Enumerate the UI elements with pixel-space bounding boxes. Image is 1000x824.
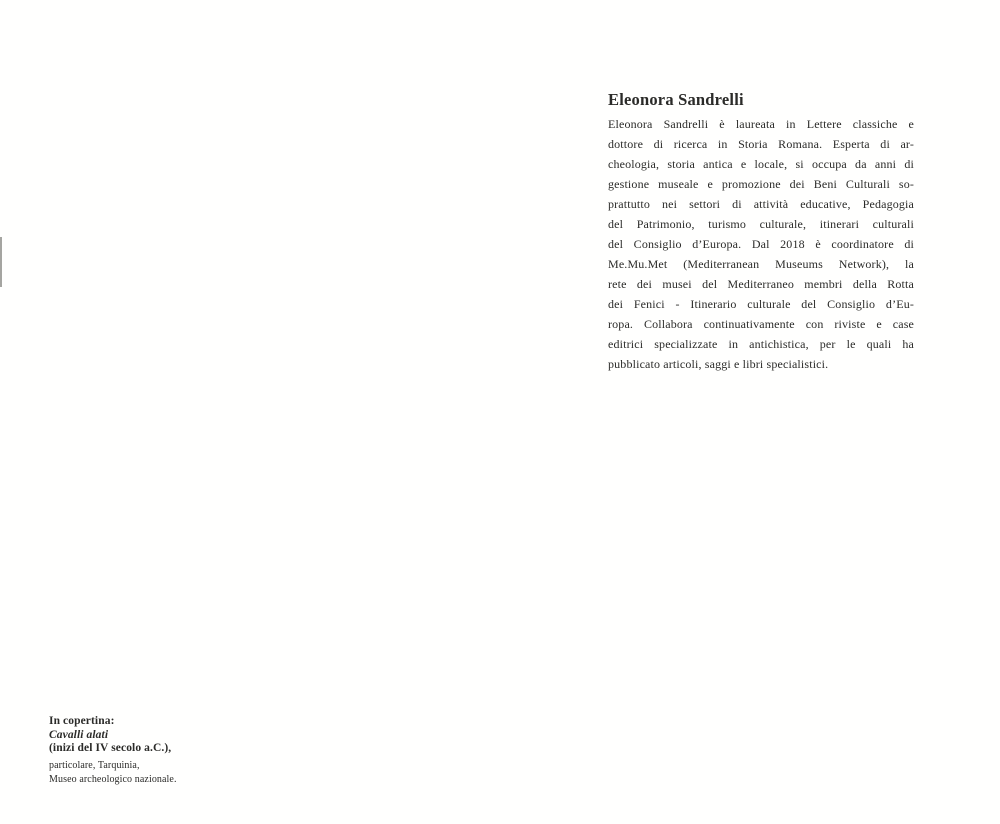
author-bio-section	[608, 90, 914, 374]
caption-line: (inizi del IV secolo a.C.),	[49, 742, 172, 754]
bio-text-line: cheologia, storia antica e locale, si occupa da anni di	[608, 157, 914, 171]
bio-text-line: Me.Mu.Met (Mediterranean Museums Network), la	[608, 257, 914, 271]
cover-image-caption	[49, 715, 177, 788]
bio-text-line: del Consiglio d’Europa. Dal 2018 è coordinatore di	[608, 237, 914, 251]
bio-text-line: dottore di ricerca in Storia Romana. Esperta di ar-	[608, 137, 914, 151]
bio-text-line: del Patrimonio, turismo culturale, itinerari culturali	[608, 217, 914, 231]
caption-line: particolare, Tarquinia,	[49, 759, 140, 771]
author-name-heading: Eleonora Sandrelli	[608, 90, 744, 109]
caption-line: In copertina:	[49, 715, 115, 727]
page-edge-mark	[0, 237, 2, 287]
bio-text-line: rete dei musei del Mediterraneo membri della Rotta	[608, 277, 914, 291]
bio-text-line: editrici specializzate in antichistica, per le quali ha	[608, 337, 914, 351]
author-bio-text	[608, 114, 914, 374]
bio-text-line: pubblicato articoli, saggi e libri specialistici.	[608, 357, 829, 371]
bio-text-line: ropa. Collabora continuativamente con riviste e case	[608, 317, 914, 331]
bio-text-line: dei Fenici - Itinerario culturale del Consiglio d’Eu-	[608, 297, 914, 311]
bio-text-line: Eleonora Sandrelli è laureata in Lettere classiche e	[608, 117, 914, 131]
bio-text-line: prattutto nei settori di attività educative, Pedagogia	[608, 197, 914, 211]
bio-text-line: gestione museale e promozione dei Beni Culturali so-	[608, 177, 914, 191]
caption-line: Cavalli alati	[49, 728, 109, 741]
caption-line: Museo archeologico nazionale.	[49, 774, 177, 785]
